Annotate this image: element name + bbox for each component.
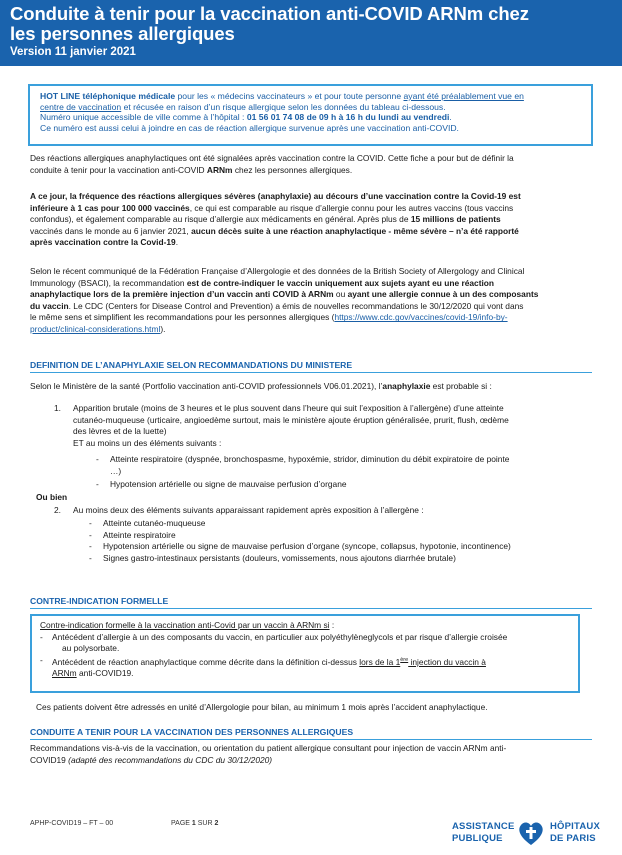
aphp-logo [452, 818, 612, 850]
item-2: Au moins deux des éléments suivants apparaissant rapidement après exposition à l’allergène : [73, 505, 424, 515]
item-1-line-2: cutanéo-muqueuse (urticaire, angioedème surtout, mais le ministère ajoute éruption généralisée, prurit, flush, œdème [73, 414, 509, 425]
item-2-sub: Atteinte cutanéo-muqueuse [103, 518, 206, 528]
version-label: Version 11 janvier 2021 [10, 46, 136, 58]
logo-text-de-paris: DE PARIS [550, 833, 596, 844]
def-lead-bold: anaphylaxie [382, 381, 431, 391]
page-total: 2 [214, 820, 219, 827]
def-lead-text: Selon le Ministère de la santé (Portfolio vaccination anti-COVID professionnels V06.01.2021), l’ [30, 381, 383, 391]
sub-2-bullet: - [96, 479, 99, 489]
def-lead-end: est probable si : [430, 381, 492, 391]
contra-item-2-arnm: ARNm [52, 668, 77, 679]
item-1 [73, 403, 593, 449]
logo-text-assistance: ASSISTANCE [452, 821, 515, 832]
freq-line-1: A ce jour, la fréquence des réactions allergiques sévères (anaphylaxie) au décours d’une vaccination contre la Covid-19 est [30, 191, 521, 201]
freq-line-3: confondus), et également comparable au risque d’allergie aux médicaments en général. Après plus de [30, 214, 411, 225]
reco-line-6-end: ). [160, 323, 166, 334]
sub-1 [110, 454, 590, 477]
hotline-period: . [449, 112, 452, 122]
heart-icon [516, 818, 546, 848]
reco-line-2: Immunology (BSACI), la recommandation [30, 277, 187, 288]
contra-item-2-u: lors de la 1 [359, 656, 401, 667]
page-label: PAGE [171, 820, 192, 827]
footer-ref: APHP-COVID19 – FT – 00 [30, 820, 114, 827]
page-number: 1 [191, 820, 196, 827]
hotline-box [28, 84, 593, 146]
sub-1-line-2: …) [110, 465, 122, 476]
freq-line-4-bold: aucun décès suite à une réaction anaphylactique - même sévère – n’a été rapporté [191, 225, 519, 236]
reco-line-4: . Le CDC (Centers for Disease Control and Prevention) a émis de nouvelles recommandations le 30/12/2020 qui vont dans [68, 300, 524, 311]
freq-line-5-bold: après vaccination contre la Covid-19 [30, 237, 176, 248]
reco-line-2-bold: est de contre-indiquer le vaccin uniquement aux sujets ayant eu une réaction [186, 277, 495, 288]
reco-line-3: ou [333, 289, 348, 300]
definition-section-title: DEFINITION DE L’ANAPHYLAXIE SELON RECOMMANDATIONS DU MINISTERE [30, 360, 592, 373]
contra-box-title: Contre-indication formelle à la vaccination anti-Covid par un vaccin à ARNm si [40, 620, 330, 630]
reco-line-3-bold-2: ayant une allergie connue à un des composants [347, 289, 539, 300]
cdc-link-cont[interactable]: product/clinical-considerations.html [30, 323, 161, 334]
or-label: Ou bien [36, 492, 68, 502]
bullet: - [89, 552, 92, 563]
hotline-text-2: et récusée en raison d’un risque allergique selon les données du tableau ci-dessous. [121, 101, 446, 112]
item-2-sub: Signes gastro-intestinaux persistants (douleurs, vomissements, nous ajoutons diarrhée brutale) [103, 552, 456, 563]
contra-box-colon: : [329, 620, 335, 630]
item-2-sub: Atteinte respiratoire [103, 529, 176, 540]
contra-box [30, 614, 580, 693]
hotline-underline-2: centre de vaccination [40, 101, 122, 112]
contra-after-text: Ces patients doivent être adressés en unité d’Allergologie pour bilan, au minimum 1 mois après l’accident anaphylactique. [36, 702, 488, 712]
cdc-link[interactable]: https://www.cdc.gov/vaccines/covid-19/info-by- [334, 312, 508, 323]
frequency-paragraph [30, 191, 592, 249]
conduct-section-title: CONDUITE A TENIR POUR LA VACCINATION DES PERSONNES ALLERGIQUES [30, 727, 592, 740]
reco-line-4-bold: du vaccin [30, 300, 69, 311]
title-line-2: les personnes allergiques [10, 23, 235, 44]
intro-line-2-end: chez les personnes allergiques. [232, 164, 353, 175]
contra-item-2-u2: injection du vaccin à [408, 656, 486, 667]
document-title [10, 4, 612, 44]
reco-line-1: Selon le récent communiqué de la Fédération Française d’Allergologie et des données de la British Society of Allergology and Clinical [30, 266, 525, 276]
reco-line-3-bold: anaphylactique lors de la première injection d’un vaccin anti COVID à ARNm [30, 289, 334, 300]
title-line-1: Conduite à tenir pour la vaccination anti-COVID ARNm chez [10, 3, 529, 24]
item-1-line-4: ET au moins un des éléments suivants : [73, 437, 222, 448]
freq-line-3-bold: 15 millions de patients [410, 214, 501, 225]
conduct-line-1: Recommandations vis-à-vis de la vaccination, ou orientation du patient allergique consultant pour injection de vaccin ARNm anti- [30, 743, 507, 753]
sub-2: Hypotension artérielle ou signe de mauvaise perfusion d’organe [110, 479, 347, 489]
conduct-line-2: COVID19 [30, 754, 69, 765]
item-1-number: 1. [54, 403, 61, 413]
item-2-sub: Hypotension artérielle ou signe de mauvaise perfusion d’organe (syncope, collapsus, hypotonie, incontinence) [103, 541, 511, 552]
hotline-label: HOT LINE téléphonique médicale [40, 91, 176, 101]
recommendation-paragraph [30, 266, 592, 336]
hotline-phone: 01 56 01 74 08 de 09 h à 16 h du lundi au vendredi [246, 112, 450, 122]
bullet: - [89, 518, 92, 528]
logo-text-publique: PUBLIQUE [452, 833, 503, 844]
item-2-bullets [89, 518, 92, 564]
hotline-underline: ayant été préalablement vue en [403, 91, 524, 101]
item-1-line-3: des lèvres et de la luette) [73, 426, 167, 437]
hotline-note: Ce numéro est aussi celui à joindre en cas de réaction allergique survenue après une vaccination anti-COVID. [40, 122, 459, 133]
freq-line-4: vaccinés dans le monde au 6 janvier 2021, [30, 225, 192, 236]
bullet: - [89, 541, 92, 552]
sub-1-line-1: Atteinte respiratoire (dyspnée, bronchospasme, hypoxémie, stridor, diminution du débit expiratoire de pointe [110, 454, 510, 464]
intro-paragraph [30, 153, 592, 176]
item-2-subs [103, 518, 593, 564]
contra-section-title: CONTRE-INDICATION FORMELLE [30, 596, 592, 609]
contra-item-2 [40, 655, 570, 680]
hotline-text-3: Numéro unique accessible de ville comme à l’hôpital : [40, 112, 247, 122]
conduct-text [30, 743, 592, 766]
bullet: - [40, 631, 43, 642]
definition-lead [30, 381, 592, 393]
intro-line-1: Des réactions allergiques anaphylactiques ont été signalées après vaccination contre la COVID. Cette fiche a pour but de définir la [30, 153, 514, 163]
contra-item-1 [40, 632, 570, 655]
bullet: - [40, 654, 43, 665]
bullet: - [89, 529, 92, 540]
item-2-number: 2. [54, 505, 61, 515]
freq-line-5-end: . [175, 237, 179, 248]
contra-item-1-line-2: au polysorbate. [62, 643, 120, 654]
sub-1-bullet: - [96, 454, 99, 464]
footer-page [171, 820, 218, 827]
freq-line-2-bold: inférieure à 1 cas pour 100 000 vaccinés [30, 202, 190, 213]
freq-line-2: , ce qui est comparable au risque d’allergie connu pour les autres vaccins (tous vaccins [189, 202, 514, 213]
intro-arnm: ARNm [206, 164, 233, 175]
contra-item-2-sup: ère [400, 656, 409, 663]
reco-line-5: le même sens et simplifient les recommandations pour les personnes allergiques ( [30, 312, 335, 323]
logo-text-hopitaux: HÔPITAUX [550, 821, 600, 832]
contra-item-2-end: anti-COVID19. [76, 668, 134, 679]
intro-line-2: conduite à tenir pour la vaccination anti-COVID [30, 164, 207, 175]
page-of: SUR [195, 820, 215, 827]
contra-item-1-line-1: Antécédent d’allergie à un des composants du vaccin, en particulier aux polyéthylèneglycols et par risque d’allergie croisée [52, 631, 508, 642]
contra-item-2-text: Antécédent de réaction anaphylactique comme décrite dans la définition ci-dessus [52, 656, 360, 667]
conduct-line-2-italic: (adapté des recommandations du CDC du 30/12/2020) [68, 754, 273, 765]
item-1-line-1: Apparition brutale (moins de 3 heures et le plus souvent dans l’heure qui suit l’exposition à l’allergène) d’une atteinte [73, 403, 504, 413]
header-banner [0, 0, 622, 66]
hotline-text: pour les « médecins vaccinateurs » et pour toute personne [175, 91, 404, 101]
